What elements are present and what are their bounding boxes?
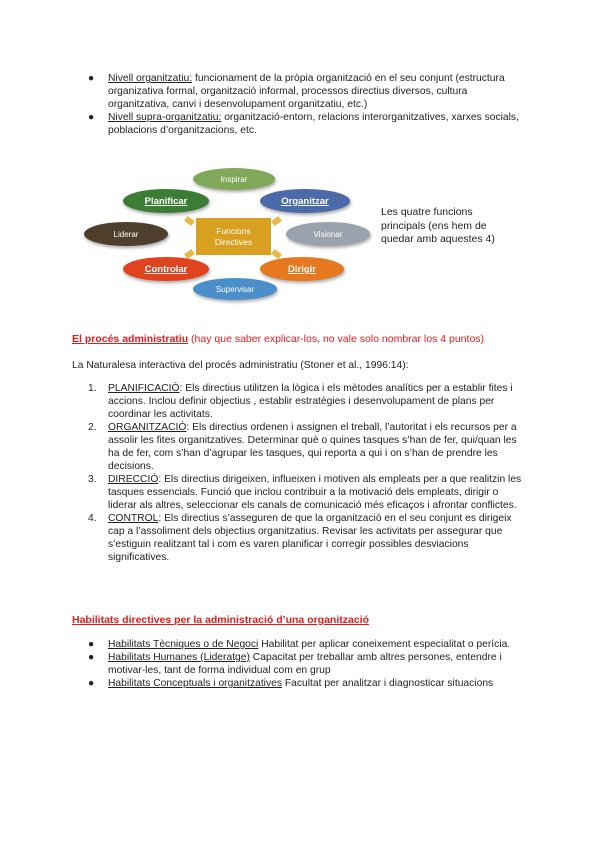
- inspirar-oval: [193, 168, 275, 190]
- description: Capacitat per treballar amb altres persones, entendre i motivar-les, tant de forma individual com en grup: [108, 652, 502, 676]
- list-item: [88, 382, 528, 421]
- list-item: [88, 638, 528, 651]
- item-number: 1.: [88, 383, 97, 394]
- visionar-oval: [286, 222, 370, 246]
- description: : Els directius dirigeixen, influeixen i motiven als empleats per a que realitzin les tasques essencials. Funció que inclou contribuir a la motivació dels empleats, dirigir o liderar als altres, seleccionar els canals de comunicació més eficaços i afrontar conflictes.: [108, 474, 522, 511]
- planificar-label: Planificar: [144, 195, 188, 207]
- bullet-icon: ●: [88, 73, 95, 84]
- term: CONTROL: [108, 513, 159, 524]
- description: funcionament de la pròpia organització en el seu conjunt (estructura organizativa formal, organització informal, processos directius diversos, cultura organitzativa, canvi i desenvolupament organitzatiu, etc.): [108, 73, 505, 110]
- term: Habilitats Conceptuals i organitzatives: [108, 678, 282, 689]
- list-item: [88, 473, 528, 512]
- controlar-label: Controlar: [144, 263, 188, 275]
- process-heading: [72, 333, 542, 346]
- supervisar-oval: [193, 278, 277, 300]
- process-note: (hay que saber explicar-los, no vale solo nombrar los 4 puntos): [188, 333, 485, 345]
- center-line1: Funcions: [216, 225, 251, 236]
- center-line2: Directives: [214, 236, 253, 247]
- term: ORGANITZACIÓ: [108, 422, 187, 433]
- organitzar-oval: [260, 189, 350, 213]
- item-number: 3.: [88, 474, 97, 485]
- visionar-label: Visionar: [313, 229, 343, 239]
- term: Nivell supra-organitzatiu:: [108, 112, 222, 123]
- description: Habilitat per aplicar coneixement especialitat o perícia.: [258, 639, 511, 650]
- functions-diagram: [80, 166, 370, 304]
- term: DIRECCIÓ: [108, 474, 159, 485]
- list-item: [88, 651, 528, 677]
- inspirar-label: Inspirar: [220, 174, 248, 184]
- description: : Els directius ordenen i assignen el treball, l’autoritat i els recursos per a assolir les fites organitzatives. Determinar què o quines tasques s’han de fer, qui/quan les ha de fer, com s’han d’agrupar les tasques, qui reporta a qui i on s’han de prendre les decisions.: [108, 422, 517, 472]
- bullet-icon: ●: [88, 678, 95, 689]
- arrow-icon: [271, 249, 282, 259]
- list-item: [88, 512, 528, 564]
- liderar-label: Liderar: [113, 229, 139, 239]
- bullet-icon: ●: [88, 112, 95, 123]
- list-item: [88, 421, 528, 473]
- list-item: [88, 677, 528, 690]
- description: organització-entorn, relacions interorganitzatives, xarxes socials, poblacions d’organitzacions, etc.: [108, 112, 519, 136]
- item-number: 2.: [88, 422, 97, 433]
- description: Facultat per analitzar i diagnosticar situacions: [282, 678, 494, 689]
- diagram-caption: Les quatre funcions principals (ens hem de quedar amb aquestes 4): [381, 206, 495, 245]
- list-item: [88, 111, 528, 137]
- process-list: [88, 382, 528, 564]
- dirigir-label: Dirigir: [288, 263, 316, 275]
- process-intro: La Naturalesa interactiva del procés administratiu (Stoner et al., 1996:14):: [72, 360, 409, 371]
- controlar-oval: [123, 257, 209, 281]
- organitzar-label: Organitzar: [281, 195, 329, 207]
- term: PLANIFICACIÓ: [108, 383, 180, 394]
- planificar-oval: [123, 189, 209, 213]
- description: : Els directius s’asseguren de que la organització en el seu conjunt es dirigeix cap a l’assoliment dels objectius organitzatius. Revisar les activitats per assegurar que s’estiguin realitzant tal i com es varen planificar i corregir possibles desviacions significatives.: [108, 513, 512, 563]
- description: : Els directius utilitzen la lògica i els mètodes analítics per a establir fites i accions. Inclou definir objectius , establir estratègies i desenvolupament de plans per coordinar les activitats.: [108, 383, 513, 420]
- bullet-icon: ●: [88, 652, 95, 663]
- term: Nivell organitzatiu:: [108, 73, 193, 84]
- term: Habilitats Humanes (Lideratge): [108, 652, 250, 663]
- arrow-icon: [184, 216, 195, 226]
- item-number: 4.: [88, 513, 97, 524]
- supervisar-label: Supervisar: [215, 284, 255, 294]
- skills-heading: Habilitats directives per la administració d’una organització: [72, 614, 369, 626]
- list-item: [88, 72, 528, 111]
- arrow-icon: [271, 216, 282, 226]
- skills-list: [88, 638, 528, 690]
- dirigir-oval: [260, 257, 344, 281]
- levels-list: [88, 72, 528, 137]
- center-box: [196, 218, 271, 255]
- bullet-icon: ●: [88, 639, 95, 650]
- liderar-oval: [84, 222, 168, 246]
- term: Habilitats Tècniques o de Negoci: [108, 639, 259, 650]
- process-title: El procés administratiu: [72, 333, 189, 345]
